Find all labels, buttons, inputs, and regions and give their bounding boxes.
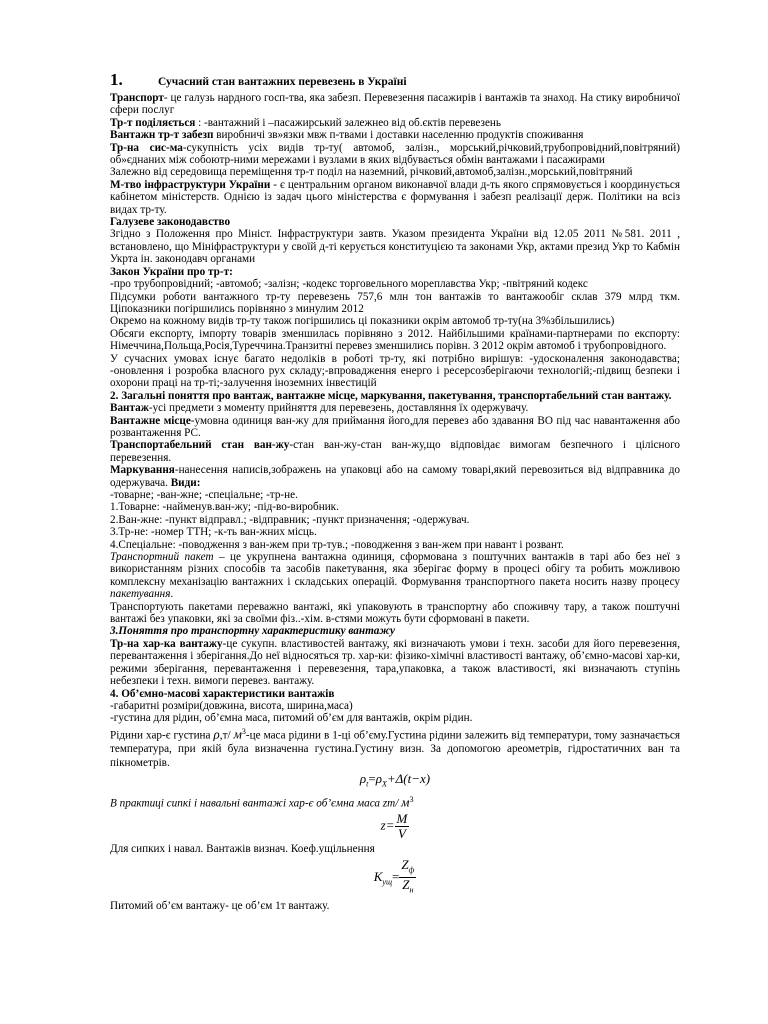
paragraph-environment: Залежно від середовища переміщення тр-т поділ на наземний, річковий,автомоб,залізн.,морський,повітряний [110, 166, 633, 179]
eq: = [392, 868, 400, 884]
eq: = [368, 771, 376, 787]
text: -усі предмети з моменту прийняття для перевезень, доставляння їх одержувачу. [148, 402, 529, 415]
term: Тр-т поділяється [110, 116, 196, 129]
rhs: ρ [375, 771, 382, 787]
paragraph-conditions: У сучасних умовах існує багато недоліків в роботі тр-ту, які потрібно вирішув: -удосконалення законодавства; -оновлення і розробка власного рух складу;-впровадження енерго і ресерсозберігаючи технологій;-підвищ безпеки і охорони праці на тр-ті;-залучення іноземних інвестицій [110, 352, 680, 390]
formula-bulk-mass [110, 812, 680, 841]
heading-title: Сучасний стан вантажних перевезень в Україні [158, 76, 407, 88]
paragraph-characteristic [110, 638, 680, 688]
text: -нанесення написів,зображень на упаковці або на самому товарі,який перевозиться від відправника до одержувача. [110, 464, 680, 489]
paragraph-coef: Для сипких і навал. Вантажів визнач. Коеф.ущільнення [110, 843, 375, 856]
paragraph-cargo-place [110, 415, 680, 440]
paragraph-packets-2: Транспортують пакетами переважно вантажі, які упаковують в транспортну або споживчу тару, а також поштучні вантажі без упаковки, які за своїми фіз..-хім. в-стями можуть бути сформовані в пакети. [110, 600, 680, 626]
paragraph-density [110, 725, 680, 771]
text: виробничі зв»язки мвж п-твами і доставки населенню продуктів споживання [213, 129, 584, 142]
lhs: ρ [359, 771, 367, 787]
term: Вантажне місце [110, 414, 191, 427]
paragraph-transport [110, 92, 680, 117]
unit-exponent: 3 [409, 795, 414, 805]
paragraph-ministry [110, 179, 680, 216]
paragraph-cargo-def [110, 402, 680, 414]
heading-text: 3.Поняття про транспортну характеристику вантажу [110, 625, 396, 638]
paragraph-cargo-transport [110, 129, 680, 141]
paragraph-kind-4: 4.Спеціальне: -поводження з ван-жем при тр-тув.; -поводження з ван-жем при навант і розвант. [110, 538, 564, 551]
text: В практиці сипкі і навальні вантажі хар-є об’ємна маса [110, 797, 383, 810]
unit-exponent: 3 [241, 726, 246, 736]
paragraph-kind-2: 2.Ван-жне: -пункт відправл.; -відправник; -пункт призначення; -одержувач. [110, 513, 470, 526]
term: Галузеве законодавство [110, 216, 231, 229]
rhs-sub: X [381, 780, 387, 790]
lhs: K [373, 868, 383, 884]
section-heading-3 [110, 625, 680, 637]
term-italic: пакетування [110, 588, 171, 601]
paragraph-density-list: -густина для рідин, об’ємна маса, питомий об’єм для вантажів, окрім рідин. [110, 712, 473, 725]
formula-coefficient [110, 858, 680, 898]
text: : -вантажний і –пасажирський залежнео від об.єктів перевезень [195, 116, 501, 129]
unit-m: м [233, 726, 242, 742]
text: – це укрупнена вантажна одиниця, сформована з поштучних вантажів в тарі або без неї з використанням різних способів та засобів пакетування, яка зберігає форму в процесі обігу та робить можливою комплексну механізацію вантажних і складських операцій. Формування транспортного пакета носить назву процесу [110, 551, 680, 588]
term: Транспортабельний стан ван-жу [110, 439, 290, 452]
den-var: Z [402, 877, 410, 893]
text: -сукупність усіх видів тр-ту( автомоб, залізн., морський,річковий,трубопровідний,повітряний) об»єднаних між собоютр-ними мережами і вузлами в яких відбувається обмін вантажами і пасажирами [110, 141, 680, 167]
heading-laws [110, 266, 680, 278]
paragraph-transport-packet [110, 551, 680, 601]
denominator: V [397, 826, 406, 842]
numerator: M [396, 811, 408, 827]
paragraph-kinds-list: -товарне; -ван-жне; -спеціальне; -тр-не. [110, 489, 298, 501]
term: Вантаж [110, 402, 149, 415]
num-var: Z [401, 856, 409, 872]
term: Тр-на сис-ма [110, 141, 183, 154]
text: - є центральним органом виконавчої влади д-ть якого спрямовується і координується кабінетом міністерств. Однією із задач цього міністерства є формування і забезп реалізації держ. Політики на всіз видах тр-ту. [110, 178, 680, 216]
term: Транспорт [110, 92, 164, 104]
fraction [395, 812, 410, 841]
term: Транспортний пакет [110, 551, 214, 564]
document-page [110, 70, 680, 912]
paragraph-laws: -про трубопровідний; -автомоб; -залізн; -кодекс торговельного мореплавства Укр; -пвітряний кодекс [110, 278, 588, 291]
lhs: z= [380, 817, 395, 833]
fraction [399, 858, 416, 898]
rhs-tail: +Δ(t−x) [386, 771, 431, 787]
var: zт/ [382, 797, 402, 810]
paragraph-results: Підсумки роботи вантажного тр-ту перевезень 757,6 млн тон вантажів то вантажообіг склав 379 млрд ткм. Ціпоказники погіршились порівняно з минулим 2012 [110, 290, 680, 315]
text: Рідини хар-є густина [110, 729, 214, 742]
paragraph-transportable [110, 439, 680, 464]
paragraph-marking [110, 464, 680, 489]
num-sub: ф [408, 865, 415, 875]
paragraph-bulk [110, 794, 680, 810]
numerator [399, 858, 416, 879]
lhs-sub: ущ [382, 877, 392, 887]
term: Маркування [110, 464, 175, 477]
text: -це сукупн. властивостей вантажу, які визначають умови і техн. засоби для його перевезення, перевантаження і зберігання.До неї відносяться тр. хар-ки: фізико-хімічні властивості вантажу, об’ємно-масові хар-ки, режими зберігання, перевантаження і перевезення, тара,упаковка, а також властивості, які визначають ступінь небезпеки і техн. вимоги перевез. вантажу. [110, 637, 680, 688]
lhs-sub: t [366, 780, 369, 790]
paragraph-separately: Окремо на кожному видів тр-ту також погіршились ці показники окрім автомоб тр-ту(на 3%збільшились) [110, 315, 615, 328]
rho-symbol: ρ [213, 726, 220, 742]
text: -умовна одиниця ван-жу для приймання його,для перевез або здавання ВО під час навантаження або розвантаження РС. [110, 414, 680, 439]
unit-m: м [401, 794, 410, 810]
kinds-label: Види: [170, 476, 201, 489]
paragraph-kind-1: 1.Товарне: -найменув.ван-жу; -під-во-виробник. [110, 501, 339, 514]
text: -це маса рідини в 1-ці об’єму.Густина рідини залежить від температури, тому зазначається температура, при якій була визначенна густина.Густину визн. За допомогою ареометрів, гідростатичних ван та пікнометрів. [110, 729, 680, 770]
heading-number: 1. [110, 70, 123, 89]
paragraph-divides [110, 117, 680, 129]
formula-density [110, 772, 680, 792]
section-heading-4 [110, 688, 680, 700]
unit: ,т/ [219, 729, 234, 742]
text: - це галузь нардного госп-тва, яка забезп. Перевезення пасажирів і вантажів та знаход. На стику виробничої сфери послуг [110, 92, 680, 117]
term: М-тво інфраструктури України [110, 178, 271, 191]
term: Тр-на хар-ка вантажу [110, 637, 223, 650]
text: -стан ван-жу-стан ван-жу,що відповідає вимогам безпечного і цілісного перевезення. [110, 439, 681, 464]
section-heading-2 [110, 390, 680, 402]
section-heading-1 [110, 70, 680, 92]
paragraph-system [110, 142, 680, 167]
paragraph-legislation: Згідно з Положення про Мініст. Інфраструктури завтв. Указом президента України від 12.05 2011 №581. 2011 , встановлено, що Мініфраструктури у своїй д-ті керується конституцією та законами Укр, актами презид Укр то Кабмін Укрта ін. законодавч органами [110, 228, 680, 266]
term: Вантажн тр-т забезп [110, 129, 214, 142]
paragraph-kind-3: 3.Тр-не: -номер ТТН; -к-ть ван-жних місць. [110, 526, 317, 539]
denominator [399, 878, 416, 898]
text-end: . [170, 588, 174, 601]
heading-legislation [110, 216, 680, 228]
paragraph-specific-volume: Питомий об’єм вантажу- це об’єм 1т вантажу. [110, 899, 330, 912]
heading-text: 4. Об’ємно-масові характеристики вантажів [110, 687, 335, 700]
paragraph-exports: Обсяги експорту, імпорту товарів зменшилась порівняно з 2012. Найбільшими країнами-партнерами по експорту: Німеччина,Польща,Росія,Туреччина.Транзитні перевез зменшились порівн. З 2012 окрім автомоб і трубопровідного. [110, 327, 680, 353]
term: Закон України про тр-т: [110, 265, 233, 278]
den-sub: н [409, 885, 414, 895]
paragraph-dimensions: -габаритні розміри(довжина, висота, ширина,маса) [110, 699, 353, 712]
heading-text: 2. Загальні поняття про вантаж, вантажне місце, маркування, пакетування, транспортабельний стан вантажу. [110, 389, 672, 402]
